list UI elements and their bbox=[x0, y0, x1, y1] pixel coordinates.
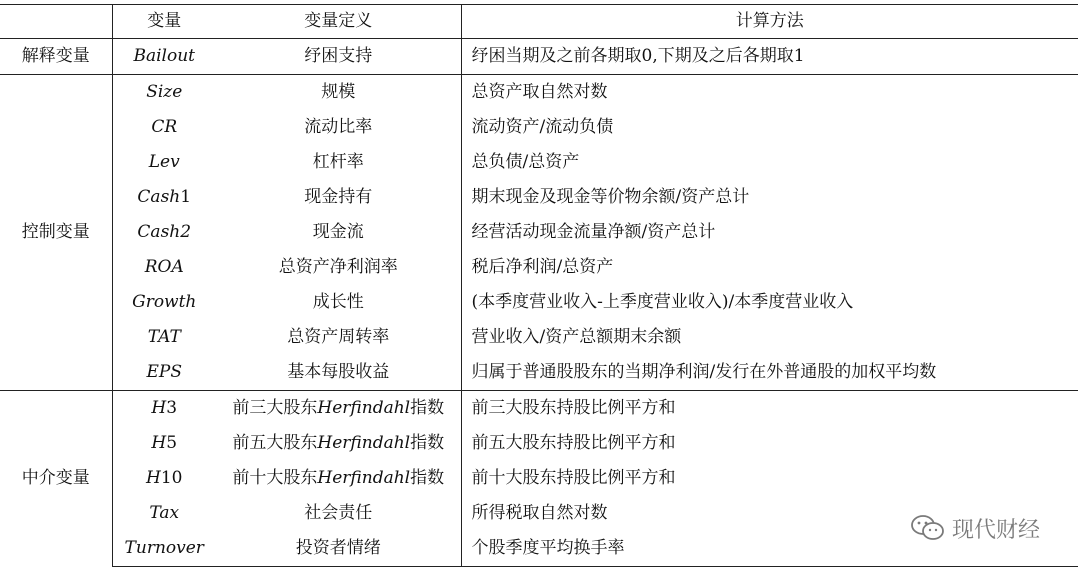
definition-pre: 社会责任 bbox=[304, 503, 373, 523]
wechat-icon bbox=[910, 513, 946, 543]
definition-cell bbox=[216, 320, 461, 355]
table-row bbox=[0, 145, 1078, 180]
variable-cell bbox=[112, 531, 216, 567]
header-definition: 变量定义 bbox=[216, 5, 461, 39]
method-cell: 经营活动现金流量净额/资产总计 bbox=[461, 215, 1078, 250]
table-row bbox=[0, 355, 1078, 391]
variable-cell bbox=[112, 75, 216, 111]
watermark bbox=[910, 508, 1040, 548]
variable-definition-table bbox=[0, 4, 1078, 567]
definition-cell bbox=[216, 496, 461, 531]
definition-pre: 前三大股东 bbox=[232, 398, 318, 418]
table-row bbox=[0, 75, 1078, 111]
variable-name: EPS bbox=[146, 362, 182, 382]
definition-pre: 投资者情绪 bbox=[295, 538, 381, 558]
variable-name: Size bbox=[146, 82, 183, 102]
table-row bbox=[0, 250, 1078, 285]
variable-cell bbox=[112, 461, 216, 496]
definition-pre: 成长性 bbox=[312, 292, 364, 312]
method-cell: 归属于普通股股东的当期净利润/发行在外普通股的加权平均数 bbox=[461, 355, 1078, 391]
definition-pre: 现金流 bbox=[312, 222, 364, 242]
table-row bbox=[0, 391, 1078, 427]
definition-cell bbox=[216, 75, 461, 111]
definition-pre: 总资产周转率 bbox=[287, 327, 390, 347]
variable-suffix: 3 bbox=[166, 398, 178, 418]
definition-pre: 总资产净利润率 bbox=[278, 257, 398, 277]
variable-cell bbox=[112, 355, 216, 391]
method-cell: 流动资产/流动负债 bbox=[461, 110, 1078, 145]
watermark-text: 现代财经 bbox=[951, 517, 1040, 543]
definition-pre: 现金持有 bbox=[304, 187, 373, 207]
table-row bbox=[0, 215, 1078, 250]
method-cell: 总资产取自然对数 bbox=[461, 75, 1078, 111]
method-cell: 个股季度平均换手率 bbox=[461, 531, 1078, 567]
definition-pre: 杠杆率 bbox=[312, 152, 364, 172]
group-cell: 解释变量 bbox=[0, 39, 112, 75]
method-cell: 所得税取自然对数 bbox=[461, 496, 1078, 531]
table-row bbox=[0, 110, 1078, 145]
variable-name: Lev bbox=[148, 152, 180, 172]
definition-post: 指数 bbox=[410, 398, 445, 418]
variable-name: TAT bbox=[147, 327, 181, 347]
variable-name: Growth bbox=[132, 292, 197, 312]
header-method: 计算方法 bbox=[461, 5, 1078, 39]
definition-pre: 规模 bbox=[321, 82, 356, 102]
table-row bbox=[0, 285, 1078, 320]
variable-suffix: 1 bbox=[180, 187, 192, 207]
variable-name: H bbox=[151, 398, 167, 418]
variable-name: H bbox=[151, 433, 167, 453]
definition-em: Herfindahl bbox=[317, 398, 411, 418]
variable-name: Cash bbox=[137, 187, 181, 207]
variable-name: CR bbox=[151, 117, 178, 137]
table-row bbox=[0, 461, 1078, 496]
definition-cell bbox=[216, 531, 461, 567]
variable-name: H bbox=[146, 468, 161, 488]
header-group bbox=[0, 5, 112, 39]
definition-cell bbox=[216, 461, 461, 496]
variable-cell bbox=[112, 496, 216, 531]
definition-cell bbox=[216, 110, 461, 145]
table-body bbox=[0, 39, 1078, 567]
definition-pre: 前十大股东 bbox=[232, 468, 318, 488]
definition-post: 指数 bbox=[410, 433, 445, 453]
definition-cell bbox=[216, 250, 461, 285]
definition-pre: 纾困支持 bbox=[304, 46, 373, 66]
definition-cell bbox=[216, 39, 461, 75]
header-row bbox=[0, 5, 1078, 39]
variable-cell bbox=[112, 110, 216, 145]
definition-post: 指数 bbox=[410, 468, 445, 488]
definition-cell bbox=[216, 426, 461, 461]
method-cell: 前十大股东持股比例平方和 bbox=[461, 461, 1078, 496]
variable-cell bbox=[112, 145, 216, 180]
definition-cell bbox=[216, 285, 461, 320]
variable-suffix: 10 bbox=[160, 468, 183, 488]
variable-name: Tax bbox=[149, 503, 180, 523]
method-cell: 前三大股东持股比例平方和 bbox=[461, 391, 1078, 427]
variable-cell bbox=[112, 215, 216, 250]
table-row bbox=[0, 320, 1078, 355]
group-cell: 控制变量 bbox=[0, 75, 112, 391]
variable-name: Turnover bbox=[124, 538, 204, 558]
variable-cell bbox=[112, 391, 216, 427]
variable-definition-table-container bbox=[0, 4, 1078, 567]
method-cell: 前五大股东持股比例平方和 bbox=[461, 426, 1078, 461]
table-row bbox=[0, 426, 1078, 461]
header-variable: 变量 bbox=[112, 5, 216, 39]
table-row bbox=[0, 39, 1078, 75]
definition-em: Herfindahl bbox=[317, 433, 411, 453]
variable-name: Bailout bbox=[133, 46, 196, 66]
definition-cell bbox=[216, 145, 461, 180]
table-header bbox=[0, 5, 1078, 39]
definition-pre: 前五大股东 bbox=[232, 433, 318, 453]
method-cell: (本季度营业收入-上季度营业收入)/本季度营业收入 bbox=[461, 285, 1078, 320]
method-cell: 纾困当期及之前各期取0,下期及之后各期取1 bbox=[461, 39, 1078, 75]
variable-cell bbox=[112, 320, 216, 355]
method-cell: 税后净利润/总资产 bbox=[461, 250, 1078, 285]
method-cell: 营业收入/资产总额期末余额 bbox=[461, 320, 1078, 355]
definition-cell bbox=[216, 180, 461, 215]
variable-cell bbox=[112, 250, 216, 285]
variable-name: ROA bbox=[144, 257, 184, 277]
definition-cell bbox=[216, 391, 461, 427]
variable-cell bbox=[112, 426, 216, 461]
definition-cell bbox=[216, 355, 461, 391]
variable-cell bbox=[112, 285, 216, 320]
method-cell: 总负债/总资产 bbox=[461, 145, 1078, 180]
table-row bbox=[0, 180, 1078, 215]
definition-pre: 基本每股收益 bbox=[287, 362, 390, 382]
variable-suffix: 5 bbox=[166, 433, 178, 453]
variable-name: Cash2 bbox=[137, 222, 192, 242]
variable-cell bbox=[112, 180, 216, 215]
group-cell: 中介变量 bbox=[0, 391, 112, 567]
definition-cell bbox=[216, 215, 461, 250]
variable-cell bbox=[112, 39, 216, 75]
definition-pre: 流动比率 bbox=[304, 117, 373, 137]
method-cell: 期末现金及现金等价物余额/资产总计 bbox=[461, 180, 1078, 215]
definition-em: Herfindahl bbox=[317, 468, 411, 488]
